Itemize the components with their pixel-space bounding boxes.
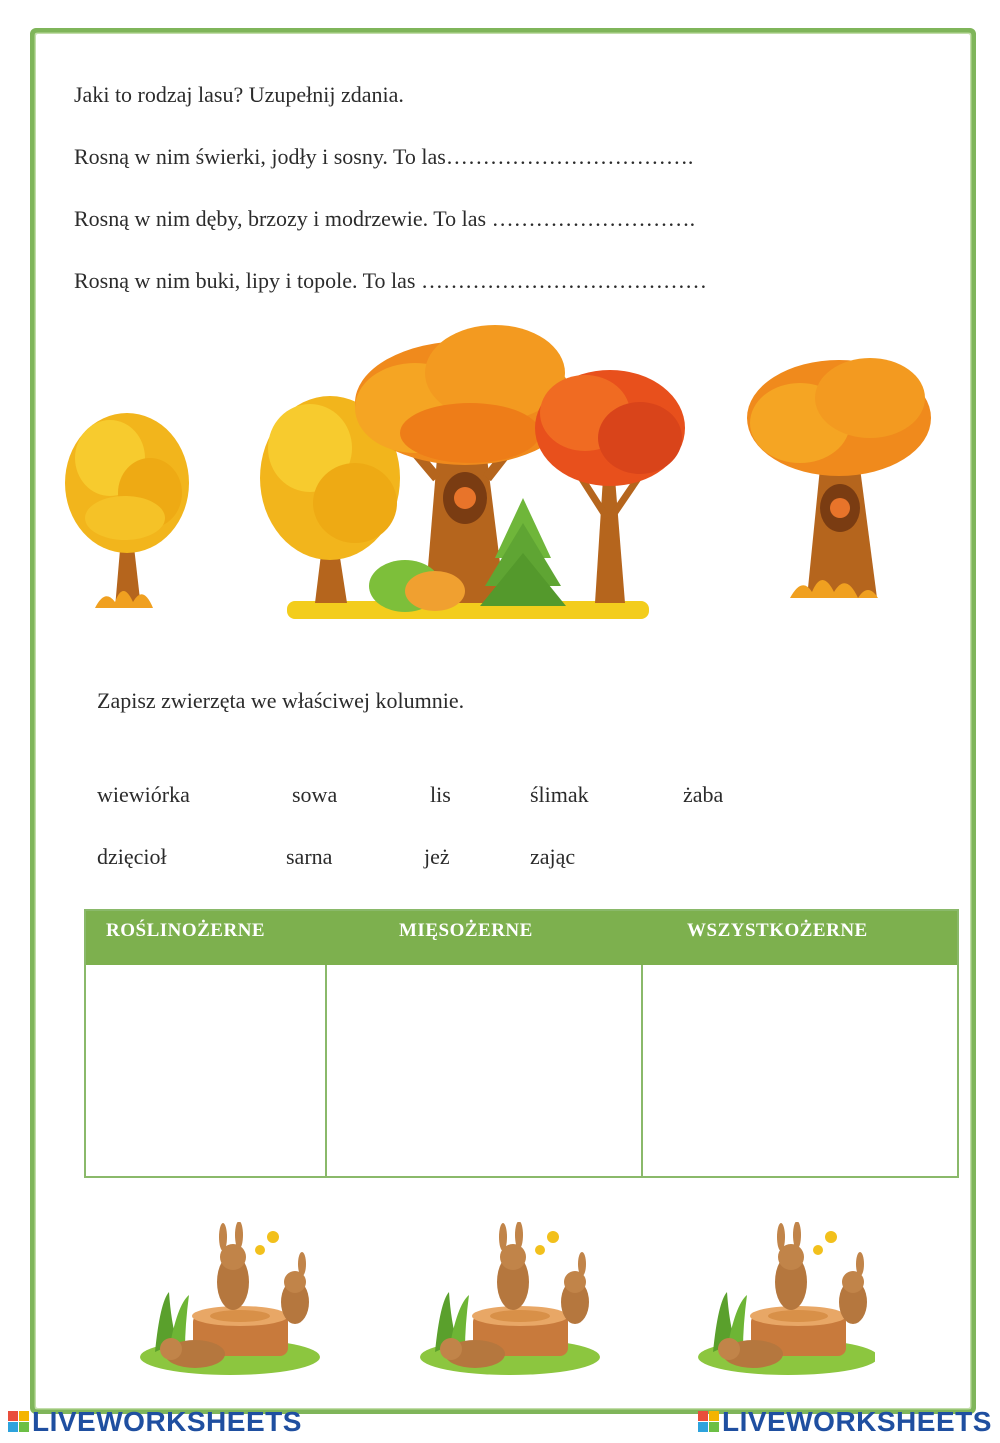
column-herbivores: ROŚLINOŻERNE	[106, 920, 266, 941]
forest-illustration	[55, 318, 945, 628]
word-sowa: sowa	[292, 782, 338, 807]
column-omnivores: WSZYSTKOŻERNE	[687, 920, 868, 941]
brand-text: LIVEWORKSHEETS	[722, 1406, 992, 1437]
red-tree-icon	[535, 370, 685, 603]
page-border-inner	[34, 32, 972, 1410]
word-wiewiorka: wiewiórka	[97, 782, 190, 807]
word-sarna: sarna	[286, 844, 333, 869]
word-zajac: zając	[530, 844, 576, 869]
liveworksheets-logo-icon	[8, 1409, 30, 1435]
word-slimak: ślimak	[530, 782, 589, 807]
answer-cell-herbivores[interactable]	[86, 965, 325, 1178]
rabbits-illustration	[135, 1222, 875, 1382]
table-header	[86, 911, 957, 965]
brand-text: LIVEWORKSHEETS	[32, 1406, 302, 1437]
task2-heading: Zapisz zwierzęta we właściwej kolumnie.	[97, 688, 465, 713]
task1-heading: Jaki to rodzaj lasu? Uzupełnij zdania.	[74, 82, 404, 107]
sentence-2: Rosną w nim dęby, brzozy i modrzewie. To las ……………………….	[74, 206, 696, 231]
brand-logo-left	[8, 1406, 302, 1438]
brand-logo-right	[698, 1406, 992, 1438]
yellow-tree-icon	[65, 413, 189, 608]
sorting-table	[84, 909, 959, 1178]
word-dzieciol: dzięcioł	[97, 844, 167, 869]
answer-cell-omnivores[interactable]	[643, 965, 959, 1178]
rabbits-on-stump-icon	[140, 1222, 320, 1375]
sentence-3: Rosną w nim buki, lipy i topole. To las …………………………………	[74, 268, 707, 293]
word-lis: lis	[430, 782, 451, 807]
word-jez: jeż	[424, 844, 450, 869]
oak-tree-squirrel-icon	[747, 358, 931, 598]
column-carnivores: MIĘSOŻERNE	[399, 920, 533, 941]
answer-cell-carnivores[interactable]	[327, 965, 641, 1178]
liveworksheets-logo-icon	[698, 1409, 720, 1435]
word-zaba: żaba	[683, 782, 724, 807]
sentence-1: Rosną w nim świerki, jodły i sosny. To las…………………………….	[74, 144, 694, 169]
